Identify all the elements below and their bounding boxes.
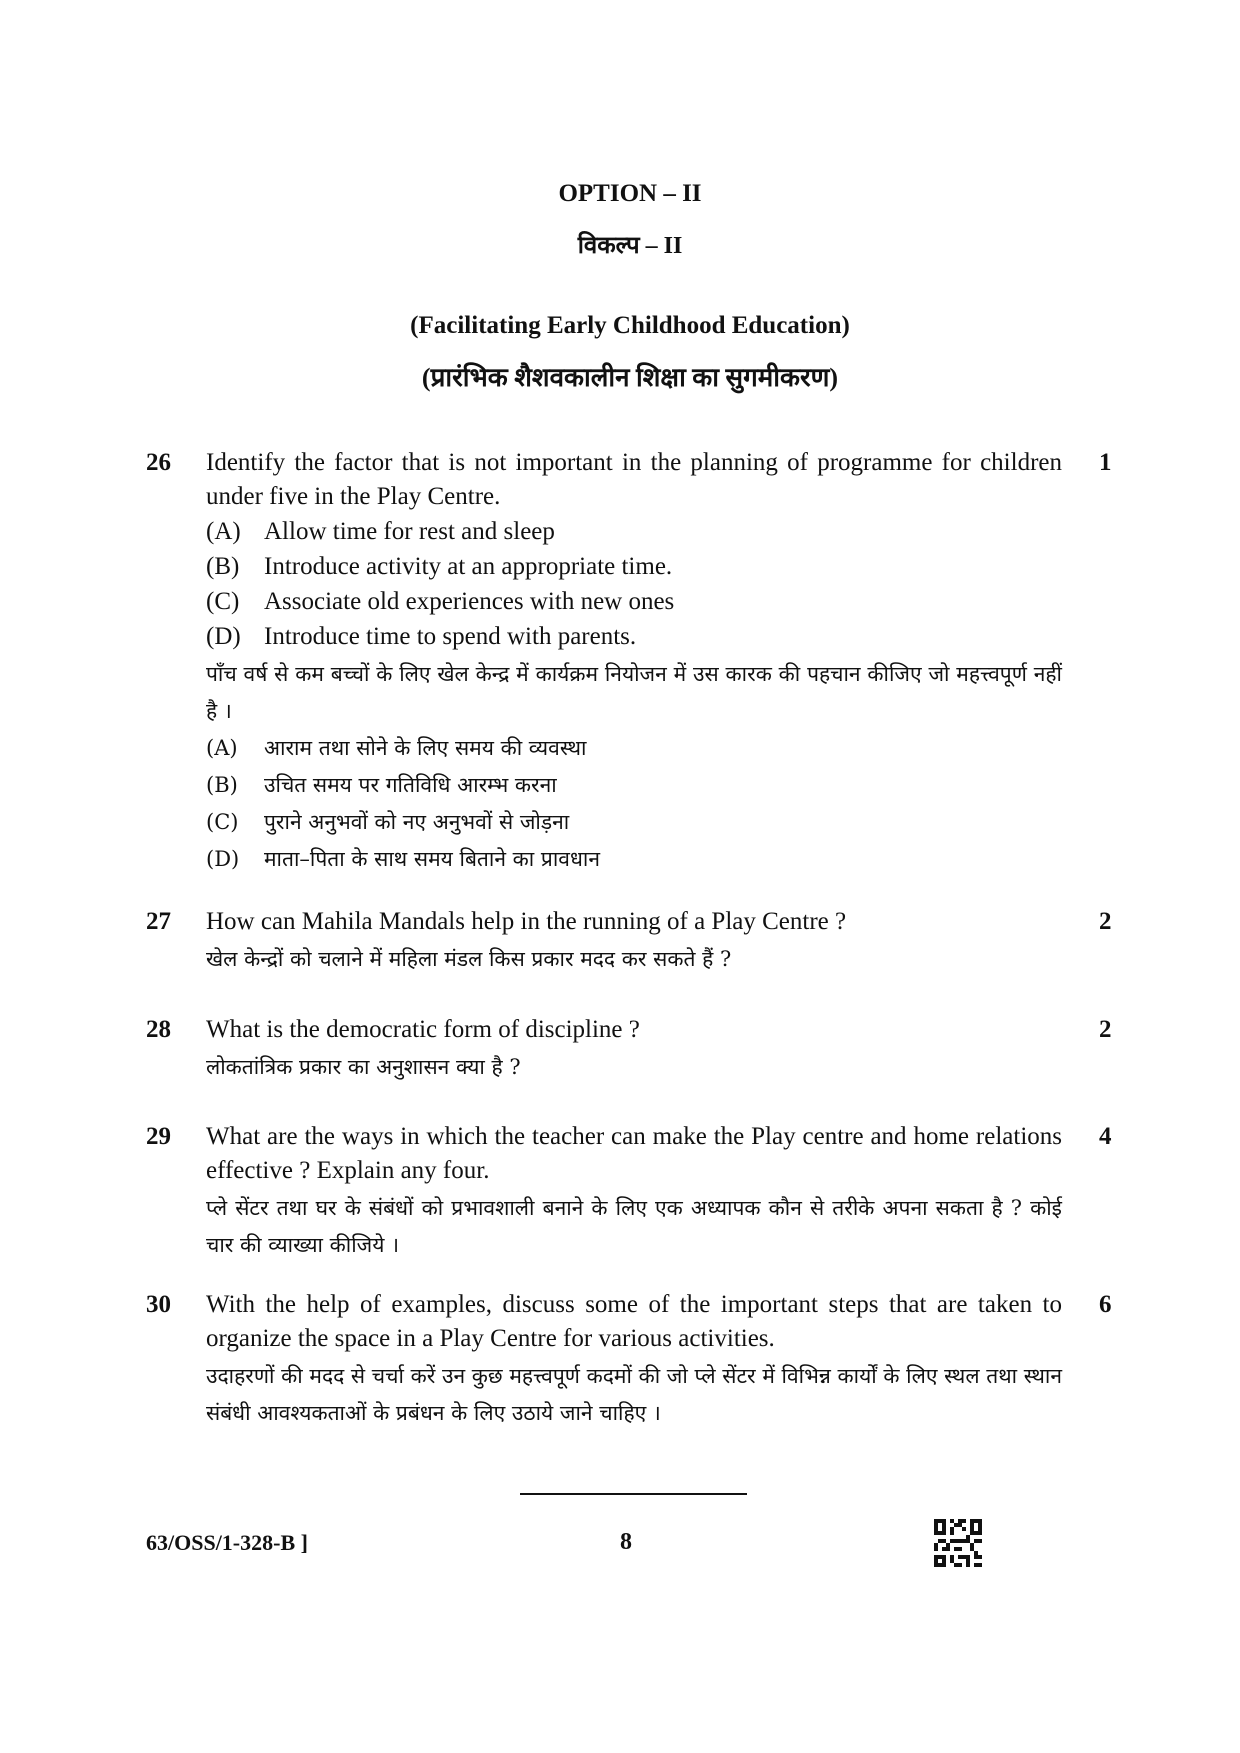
option-a-hindi bbox=[206, 730, 1062, 767]
option-label: (A) bbox=[206, 518, 241, 545]
option-label: (A) bbox=[206, 736, 238, 760]
paper-code: 63/OSS/1-328-B ] bbox=[146, 1530, 308, 1555]
option-b-hindi bbox=[206, 767, 1062, 804]
option-text: आराम तथा सोने के लिए समय की व्यवस्था bbox=[264, 736, 587, 760]
question-text-english: What is the democratic form of discipline ? bbox=[206, 1016, 640, 1043]
option-text: Introduce time to spend with parents. bbox=[264, 623, 637, 650]
question-number: 29 bbox=[146, 1123, 171, 1150]
subject-heading-hindi: (प्रारंभिक शैशवकालीन शिक्षा का सुगमीकरण) bbox=[421, 363, 839, 392]
page-number: 8 bbox=[620, 1529, 632, 1555]
question-number: 28 bbox=[146, 1016, 171, 1043]
question-body bbox=[206, 1288, 1062, 1432]
question-number: 26 bbox=[146, 449, 171, 476]
option-text: Associate old experiences with new ones bbox=[264, 588, 675, 615]
option-d-hindi bbox=[206, 841, 1062, 878]
option-text: Introduce activity at an appropriate time. bbox=[264, 553, 673, 580]
question-marks: 2 bbox=[1099, 1016, 1112, 1043]
option-text: Allow time for rest and sleep bbox=[264, 518, 555, 545]
question-text-hindi: लोकतांत्रिक प्रकार का अनुशासन क्या है ? bbox=[206, 1055, 521, 1079]
subject-heading: (Facilitating Early Childhood Education) bbox=[410, 312, 850, 339]
question-number: 30 bbox=[146, 1291, 171, 1318]
option-label: (D) bbox=[206, 847, 240, 871]
question-text-english: With the help of examples, discuss some of the important steps that are taken to organize the space in a Play Centre for various activities. bbox=[206, 1291, 1062, 1352]
option-text: उचित समय पर गतिविधि आरम्भ करना bbox=[264, 773, 557, 797]
question-body bbox=[206, 1013, 1062, 1086]
option-label: (D) bbox=[206, 623, 241, 650]
option-b-english bbox=[206, 549, 1062, 584]
question-body bbox=[206, 905, 1062, 978]
option-label: (B) bbox=[206, 773, 238, 797]
qr-code-icon bbox=[934, 1519, 982, 1567]
question-marks: 4 bbox=[1099, 1123, 1112, 1150]
option-d-english bbox=[206, 619, 1062, 654]
question-marks: 1 bbox=[1099, 449, 1112, 476]
question-text-hindi: पाँच वर्ष से कम बच्चों के लिए खेल केन्द्र में कार्यक्रम नियोजन में उस कारक की पहचान कीजिए जो महत्त्वपूर्ण नहीं है । bbox=[206, 662, 1062, 723]
question-text-english: How can Mahila Mandals help in the running of a Play Centre ? bbox=[206, 908, 847, 935]
question-marks: 2 bbox=[1099, 908, 1112, 935]
option-heading-hindi: विकल्प – II bbox=[577, 233, 683, 259]
question-text-english: Identify the factor that is not important in the planning of programme for children under five in the Play Centre. bbox=[206, 449, 1062, 510]
question-body bbox=[206, 446, 1062, 878]
question-text-hindi: उदाहरणों की मदद से चर्चा करें उन कुछ महत्त्वपूर्ण कदमों की जो प्ले सेंटर में विभिन्न कार्यों के लिए स्थल तथा स्थान संबंधी आवश्यकताओं के प्रबंधन के लिए उठाये जाने चाहिए । bbox=[206, 1364, 1062, 1425]
option-c-hindi bbox=[206, 804, 1062, 841]
question-text-hindi: खेल केन्द्रों को चलाने में महिला मंडल किस प्रकार मदद कर सकते हैं ? bbox=[206, 947, 732, 971]
question-marks: 6 bbox=[1099, 1291, 1112, 1318]
option-label: (C) bbox=[206, 588, 240, 615]
question-number: 27 bbox=[146, 908, 171, 935]
end-divider bbox=[520, 1493, 747, 1495]
question-body bbox=[206, 1120, 1062, 1264]
option-c-english bbox=[206, 584, 1062, 619]
option-heading: OPTION – II bbox=[558, 180, 702, 207]
option-text: पुराने अनुभवों को नए अनुभवों से जोड़ना bbox=[264, 810, 570, 834]
option-label: (C) bbox=[206, 810, 239, 834]
option-label: (B) bbox=[206, 553, 240, 580]
question-text-english: What are the ways in which the teacher can make the Play centre and home relations effective ? Explain any four. bbox=[206, 1123, 1062, 1184]
question-text-hindi: प्ले सेंटर तथा घर के संबंधों को प्रभावशाली बनाने के लिए एक अध्यापक कौन से तरीके अपना सकता है ? कोई चार की व्याख्या कीजिये । bbox=[206, 1196, 1062, 1257]
option-a-english bbox=[206, 514, 1062, 549]
option-text: माता–पिता के साथ समय बिताने का प्रावधान bbox=[264, 847, 600, 871]
